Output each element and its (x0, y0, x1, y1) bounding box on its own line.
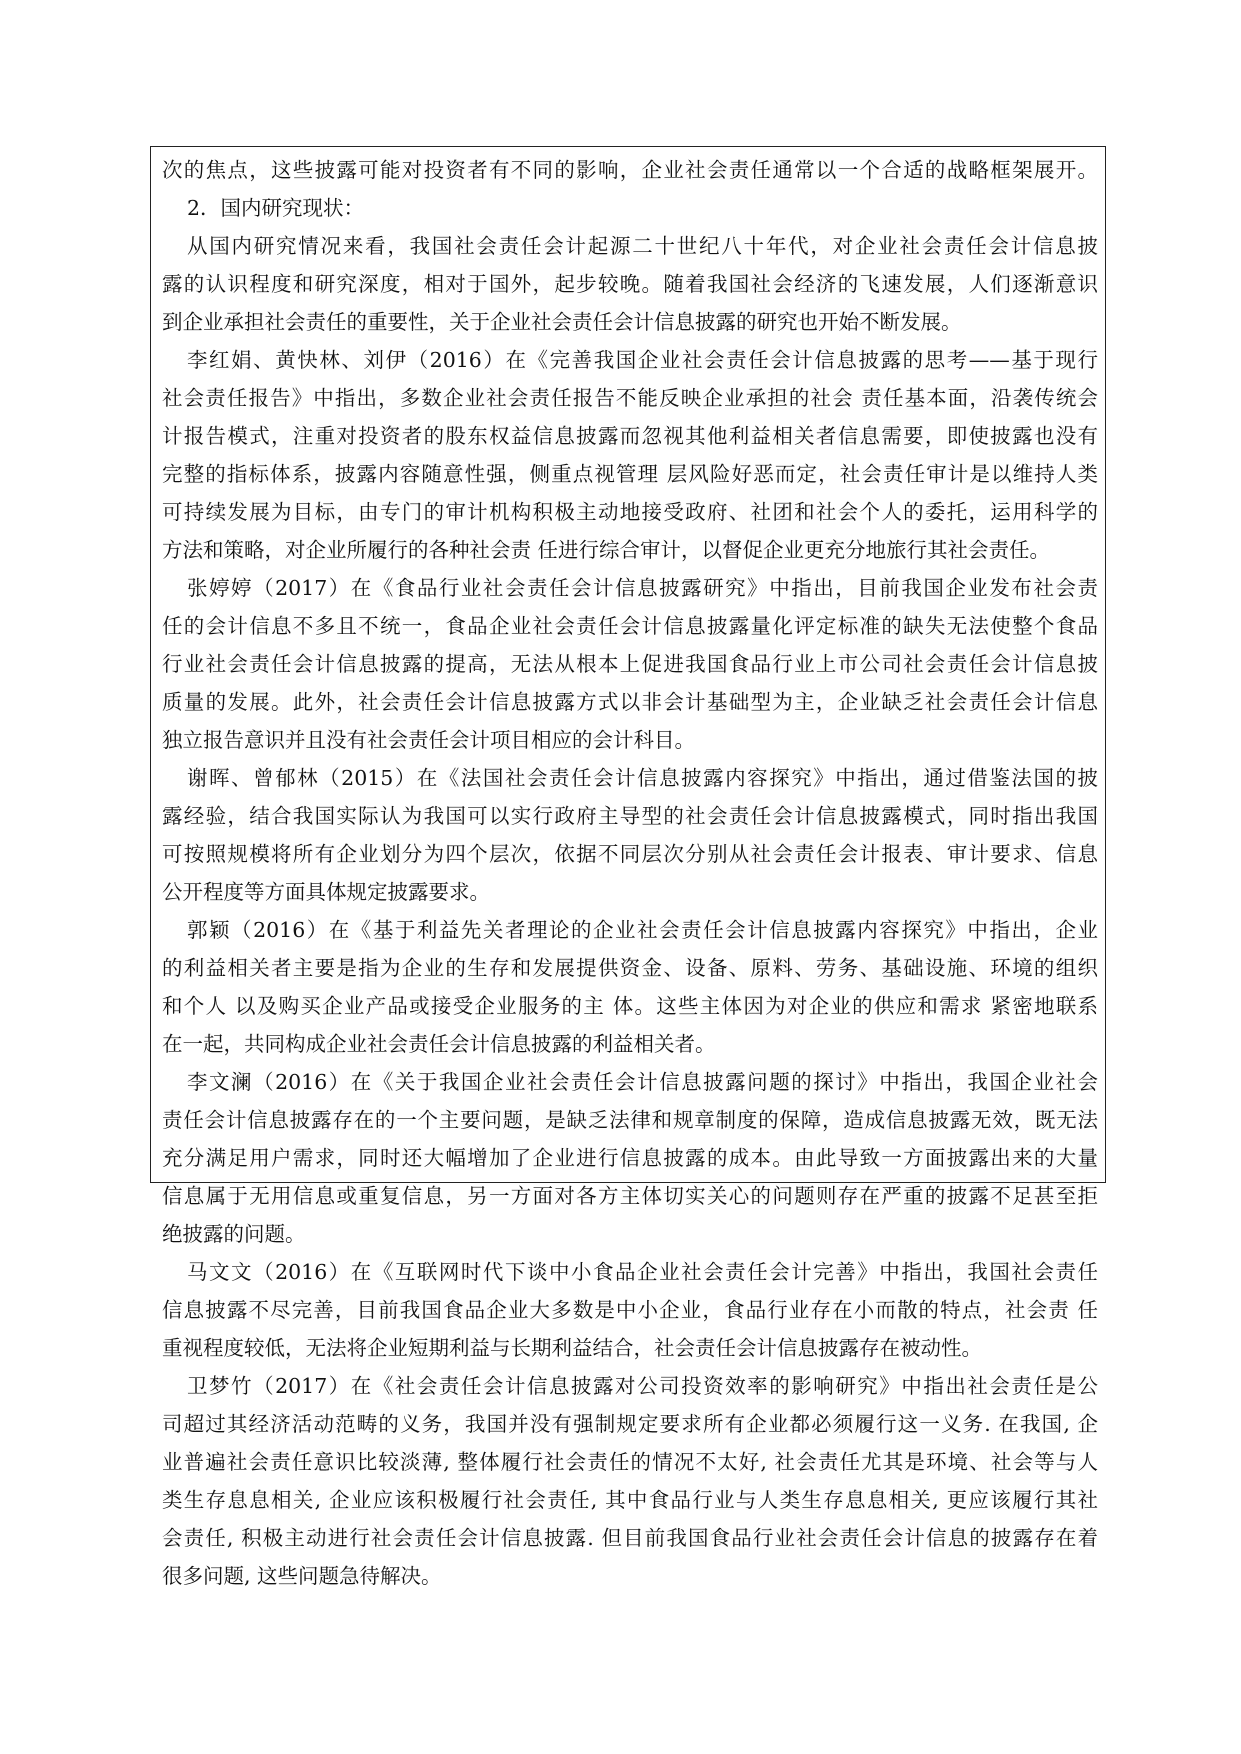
text-line: 的利益相关者主要是指为企业的生存和发展提供资金、设备、原料、劳务、基础设施、环境的组织 (162, 956, 1098, 980)
text-line: 马文文（2016）在《互联网时代下谈中小食品企业社会责任会计完善》中指出，我国社会责任 (187, 1260, 1098, 1284)
text-line: 方法和策略，对企业所履行的各种社会责 任进行综合审计，以督促企业更充分地旅行其社会责任。 (162, 538, 1051, 562)
text-line: 郭颖（2016）在《基于利益先关者理论的企业社会责任会计信息披露内容探究》中指出，企业 (187, 918, 1098, 942)
text-line: 社会责任报告》中指出，多数企业社会责任报告不能反映企业承担的社会 责任基本面，沿袭传统会 (162, 386, 1098, 410)
text-line: 张婷婷（2017）在《食品行业社会责任会计信息披露研究》中指出，目前我国企业发布社会责 (187, 576, 1098, 600)
text-line: 质量的发展。此外，社会责任会计信息披露方式以非会计基础型为主，企业缺乏社会责任会计信息 (162, 690, 1098, 714)
text-line: 充分满足用户需求，同时还大幅增加了企业进行信息披露的成本。由此导致一方面披露出来的大量 (162, 1146, 1098, 1170)
text-line: 信息属于无用信息或重复信息，另一方面对各方主体切实关心的问题则存在严重的披露不足甚至拒 (162, 1184, 1098, 1208)
text-line: 次的焦点，这些披露可能对投资者有不同的影响，企业社会责任通常以一个合适的战略框架展开。 (162, 158, 1098, 182)
text-line: 露的认识程度和研究深度，相对于国外，起步较晚。随着我国社会经济的飞速发展，人们逐渐意识 (162, 272, 1098, 296)
text-line: 谢晖、曾郁林（2015）在《法国社会责任会计信息披露内容探究》中指出，通过借鉴法国的披 (187, 766, 1098, 790)
text-line: 在一起，共同构成企业社会责任会计信息披露的利益相关者。 (162, 1032, 716, 1056)
text-line: 从国内研究情况来看，我国社会责任会计起源二十世纪八十年代，对企业社会责任会计信息披 (187, 234, 1098, 258)
section-heading: 2．国内研究现状： (187, 196, 365, 220)
text-line: 绝披露的问题。 (162, 1222, 306, 1246)
text-line: 卫梦竹（2017）在《社会责任会计信息披露对公司投资效率的影响研究》中指出社会责任是公 (187, 1374, 1098, 1398)
text-line: 李文澜（2016）在《关于我国企业社会责任会计信息披露问题的探讨》中指出，我国企业社会 (187, 1070, 1098, 1094)
text-line: 会责任, 积极主动进行社会责任会计信息披露. 但目前我国食品行业社会责任会计信息的披露存在着 (162, 1526, 1098, 1550)
text-line: 业普遍社会责任意识比较淡薄, 整体履行社会责任的情况不太好, 社会责任尤其是环境、社会等与人 (162, 1450, 1098, 1474)
text-line: 独立报告意识并且没有社会责任会计项目相应的会计科目。 (162, 728, 695, 752)
text-line: 露经验，结合我国实际认为我国可以实行政府主导型的社会责任会计信息披露模式，同时指出我国 (162, 804, 1098, 828)
text-line: 公开程度等方面具体规定披露要求。 (162, 880, 490, 904)
text-line: 可按照规模将所有企业划分为四个层次，依据不同层次分别从社会责任会计报表、审计要求、信息 (162, 842, 1098, 866)
text-line: 重视程度较低，无法将企业短期利益与长期利益结合，社会责任会计信息披露存在被动性。 (162, 1336, 982, 1360)
text-line: 和个人 以及购买企业产品或接受企业服务的主 体。这些主体因为对企业的供应和需求 紧密地联系 (162, 994, 1098, 1018)
text-line: 完整的指标体系，披露内容随意性强，侧重点视管理 层风险好恶而定，社会责任审计是以维持人类 (162, 462, 1098, 486)
text-line: 类生存息息相关, 企业应该积极履行社会责任, 其中食品行业与人类生存息息相关, 更应该履行其社 (162, 1488, 1098, 1512)
text-line: 信息披露不尽完善，目前我国食品企业大多数是中小企业，食品行业存在小而散的特点，社会责 任 (162, 1298, 1098, 1322)
text-line: 任的会计信息不多且不统一，食品企业社会责任会计信息披露量化评定标准的缺失无法使整个食品 (162, 614, 1098, 638)
text-line: 可持续发展为目标，由专门的审计机构积极主动地接受政府、社团和社会个人的委托，运用科学的 (162, 500, 1098, 524)
text-line: 李红娟、黄快林、刘伊（2016）在《完善我国企业社会责任会计信息披露的思考——基于现行 (187, 348, 1098, 372)
text-line: 司超过其经济活动范畴的义务，我国并没有强制规定要求所有企业都必须履行这一义务. 在我国, 企 (162, 1412, 1098, 1436)
text-line: 责任会计信息披露存在的一个主要问题，是缺乏法律和规章制度的保障，造成信息披露无效，既无法 (162, 1108, 1098, 1132)
text-line: 行业社会责任会计信息披露的提高，无法从根本上促进我国食品行业上市公司社会责任会计信息披 (162, 652, 1098, 676)
text-line: 到企业承担社会责任的重要性，关于企业社会责任会计信息披露的研究也开始不断发展。 (162, 310, 962, 334)
text-line: 很多问题, 这些问题急待解决。 (162, 1564, 442, 1588)
text-line: 计报告模式，注重对投资者的股东权益信息披露而忽视其他利益相关者信息需要，即使披露也没有 (162, 424, 1098, 448)
